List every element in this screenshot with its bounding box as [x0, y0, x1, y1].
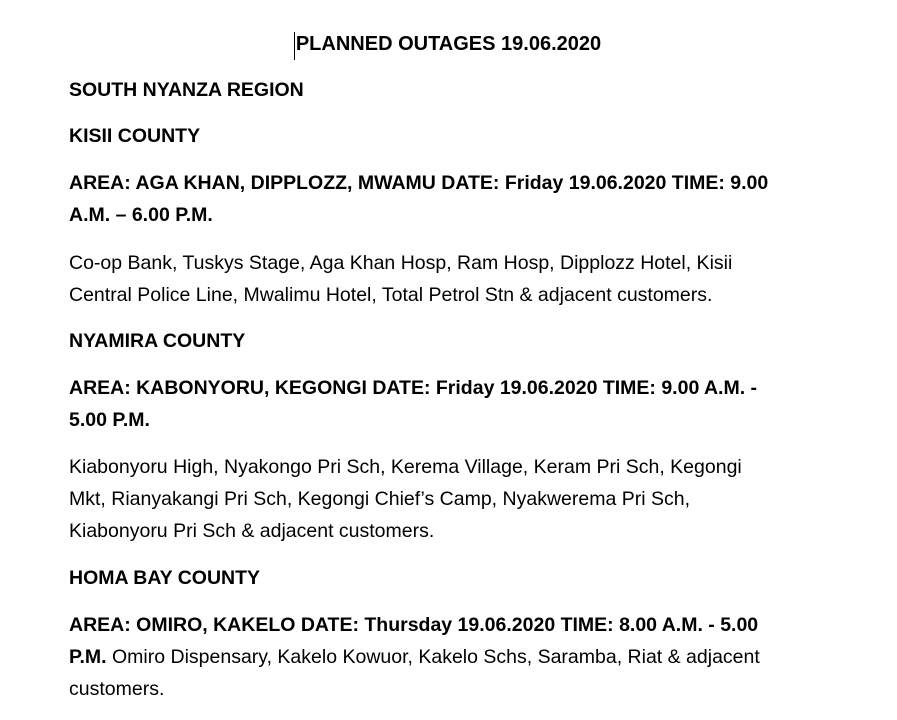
county-heading-homabay: HOMA BAY COUNTY: [69, 567, 261, 589]
detail-line-kisii-2: Central Police Line, Mwalimu Hotel, Total Petrol Stn & adjacent customers.: [69, 284, 713, 306]
text-cursor: [294, 32, 295, 60]
area-line-homabay-2: [69, 641, 760, 673]
area-line-homabay-2-rest: Omiro Dispensary, Kakelo Kowuor, Kakelo Schs, Saramba, Riat & adjacent: [106, 646, 760, 668]
area-line-kisii-2: A.M. – 6.00 P.M.: [69, 204, 213, 226]
area-line-homabay-3: customers.: [69, 678, 165, 700]
area-line-homabay-1: AREA: OMIRO, KAKELO DATE: Thursday 19.06.2020 TIME: 8.00 A.M. - 5.00: [69, 614, 759, 636]
area-line-nyamira-2: 5.00 P.M.: [69, 409, 150, 431]
region-heading: SOUTH NYANZA REGION: [69, 79, 304, 101]
title-text-wrap: [296, 33, 601, 55]
document-title: [0, 31, 897, 57]
county-heading-kisii: KISII COUNTY: [69, 125, 201, 147]
detail-line-kisii-1: Co-op Bank, Tuskys Stage, Aga Khan Hosp, Ram Hosp, Dipplozz Hotel, Kisii: [69, 252, 733, 274]
detail-line-nyamira-2: Mkt, Rianyakangi Pri Sch, Kegongi Chief’s Camp, Nyakwerema Pri Sch,: [69, 488, 690, 510]
area-line-nyamira-1: AREA: KABONYORU, KEGONGI DATE: Friday 19.06.2020 TIME: 9.00 A.M. -: [69, 377, 758, 399]
area-line-homabay-2-bold: P.M.: [69, 646, 107, 668]
county-heading-nyamira: NYAMIRA COUNTY: [69, 330, 246, 352]
detail-line-nyamira-1: Kiabonyoru High, Nyakongo Pri Sch, Kerema Village, Keram Pri Sch, Kegongi: [69, 456, 742, 478]
area-line-kisii-1: AREA: AGA KHAN, DIPPLOZZ, MWAMU DATE: Friday 19.06.2020 TIME: 9.00: [69, 172, 769, 194]
detail-line-nyamira-3: Kiabonyoru Pri Sch & adjacent customers.: [69, 520, 435, 542]
title-text: PLANNED OUTAGES 19.06.2020: [295, 33, 602, 55]
